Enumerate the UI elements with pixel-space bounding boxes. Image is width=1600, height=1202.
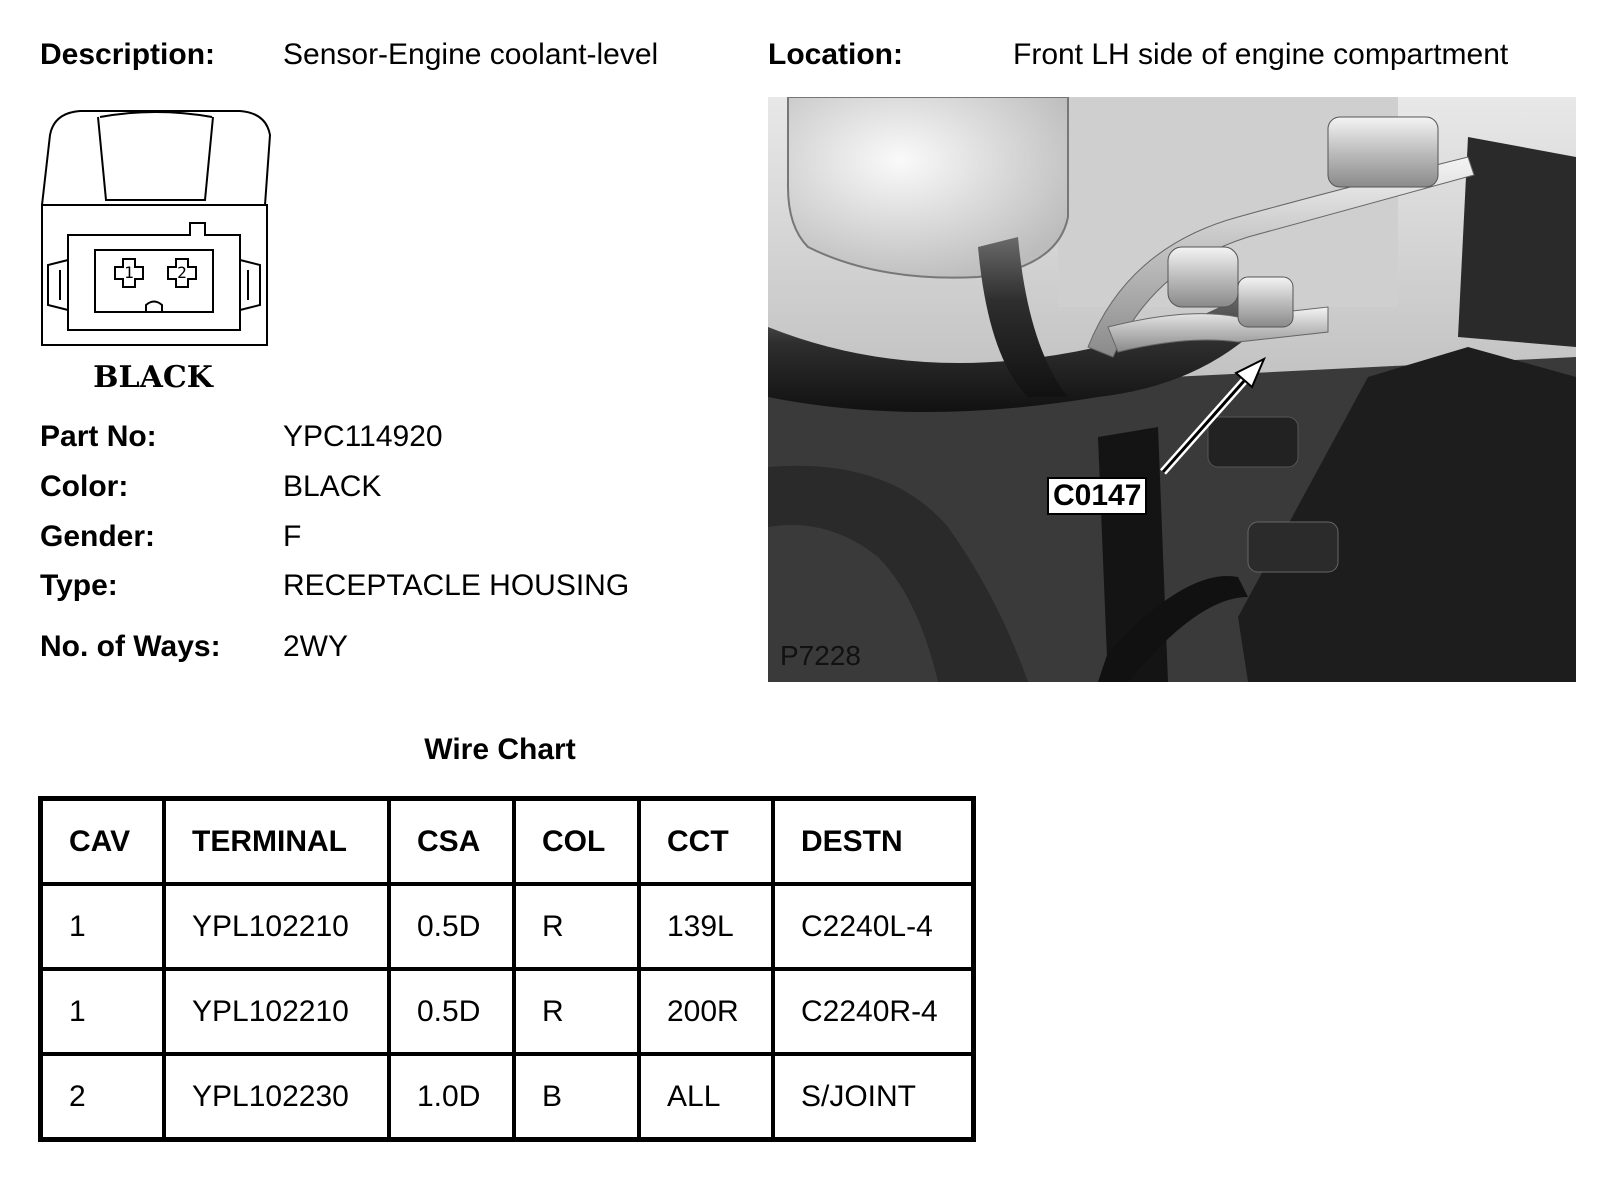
type-value: RECEPTACLE HOUSING bbox=[283, 569, 630, 602]
connector-diagram bbox=[40, 105, 280, 400]
gender-value: F bbox=[283, 520, 302, 553]
cell-terminal: YPL102210 bbox=[164, 884, 389, 969]
description-label: Description: bbox=[40, 38, 216, 71]
part-no-value: YPC114920 bbox=[283, 420, 443, 453]
cell-cct: 200R bbox=[639, 969, 773, 1054]
wire-chart-title: Wire Chart bbox=[424, 733, 576, 766]
col-header-csa: CSA bbox=[389, 799, 514, 885]
photo-reference: P7228 bbox=[780, 640, 861, 671]
connector-color-caption: BLACK bbox=[93, 360, 213, 395]
cell-col: R bbox=[514, 969, 639, 1054]
cell-cav: 1 bbox=[41, 884, 165, 969]
col-header-cct: CCT bbox=[639, 799, 773, 885]
gender-label: Gender: bbox=[40, 520, 156, 553]
col-header-terminal: TERMINAL bbox=[164, 799, 389, 885]
table-row bbox=[41, 1054, 974, 1140]
col-header-col: COL bbox=[514, 799, 639, 885]
table-row bbox=[41, 884, 974, 969]
ways-value: 2WY bbox=[283, 630, 349, 663]
location-value: Front LH side of engine compartment bbox=[1013, 38, 1509, 71]
engine-bay-illustration bbox=[768, 97, 1576, 682]
color-value: BLACK bbox=[283, 470, 382, 503]
part-no-label: Part No: bbox=[40, 420, 157, 453]
connector-callout-label: C0147 bbox=[1047, 477, 1147, 515]
cell-csa: 0.5D bbox=[389, 884, 514, 969]
wire-chart-table bbox=[38, 796, 976, 1142]
cell-cct: ALL bbox=[639, 1054, 773, 1140]
type-label: Type: bbox=[40, 569, 118, 602]
location-label: Location: bbox=[768, 38, 903, 71]
color-label: Color: bbox=[40, 470, 129, 503]
cell-terminal: YPL102210 bbox=[164, 969, 389, 1054]
col-header-destn: DESTN bbox=[773, 799, 974, 885]
pin-2-label: 2 bbox=[177, 263, 187, 282]
table-row bbox=[41, 969, 974, 1054]
cell-cav: 2 bbox=[41, 1054, 165, 1140]
location-photo bbox=[768, 97, 1576, 682]
cell-destn: C2240L-4 bbox=[773, 884, 974, 969]
cell-col: R bbox=[514, 884, 639, 969]
cell-csa: 1.0D bbox=[389, 1054, 514, 1140]
col-header-cav: CAV bbox=[41, 799, 165, 885]
connector-outline bbox=[40, 105, 280, 400]
cell-cct: 139L bbox=[639, 884, 773, 969]
pin-1-label: 1 bbox=[124, 263, 134, 282]
cell-csa: 0.5D bbox=[389, 969, 514, 1054]
cell-col: B bbox=[514, 1054, 639, 1140]
cell-cav: 1 bbox=[41, 969, 165, 1054]
cell-terminal: YPL102230 bbox=[164, 1054, 389, 1140]
table-header-row bbox=[41, 799, 974, 885]
description-value: Sensor-Engine coolant-level bbox=[283, 38, 659, 71]
ways-label: No. of Ways: bbox=[40, 630, 221, 663]
cell-destn: C2240R-4 bbox=[773, 969, 974, 1054]
cell-destn: S/JOINT bbox=[773, 1054, 974, 1140]
